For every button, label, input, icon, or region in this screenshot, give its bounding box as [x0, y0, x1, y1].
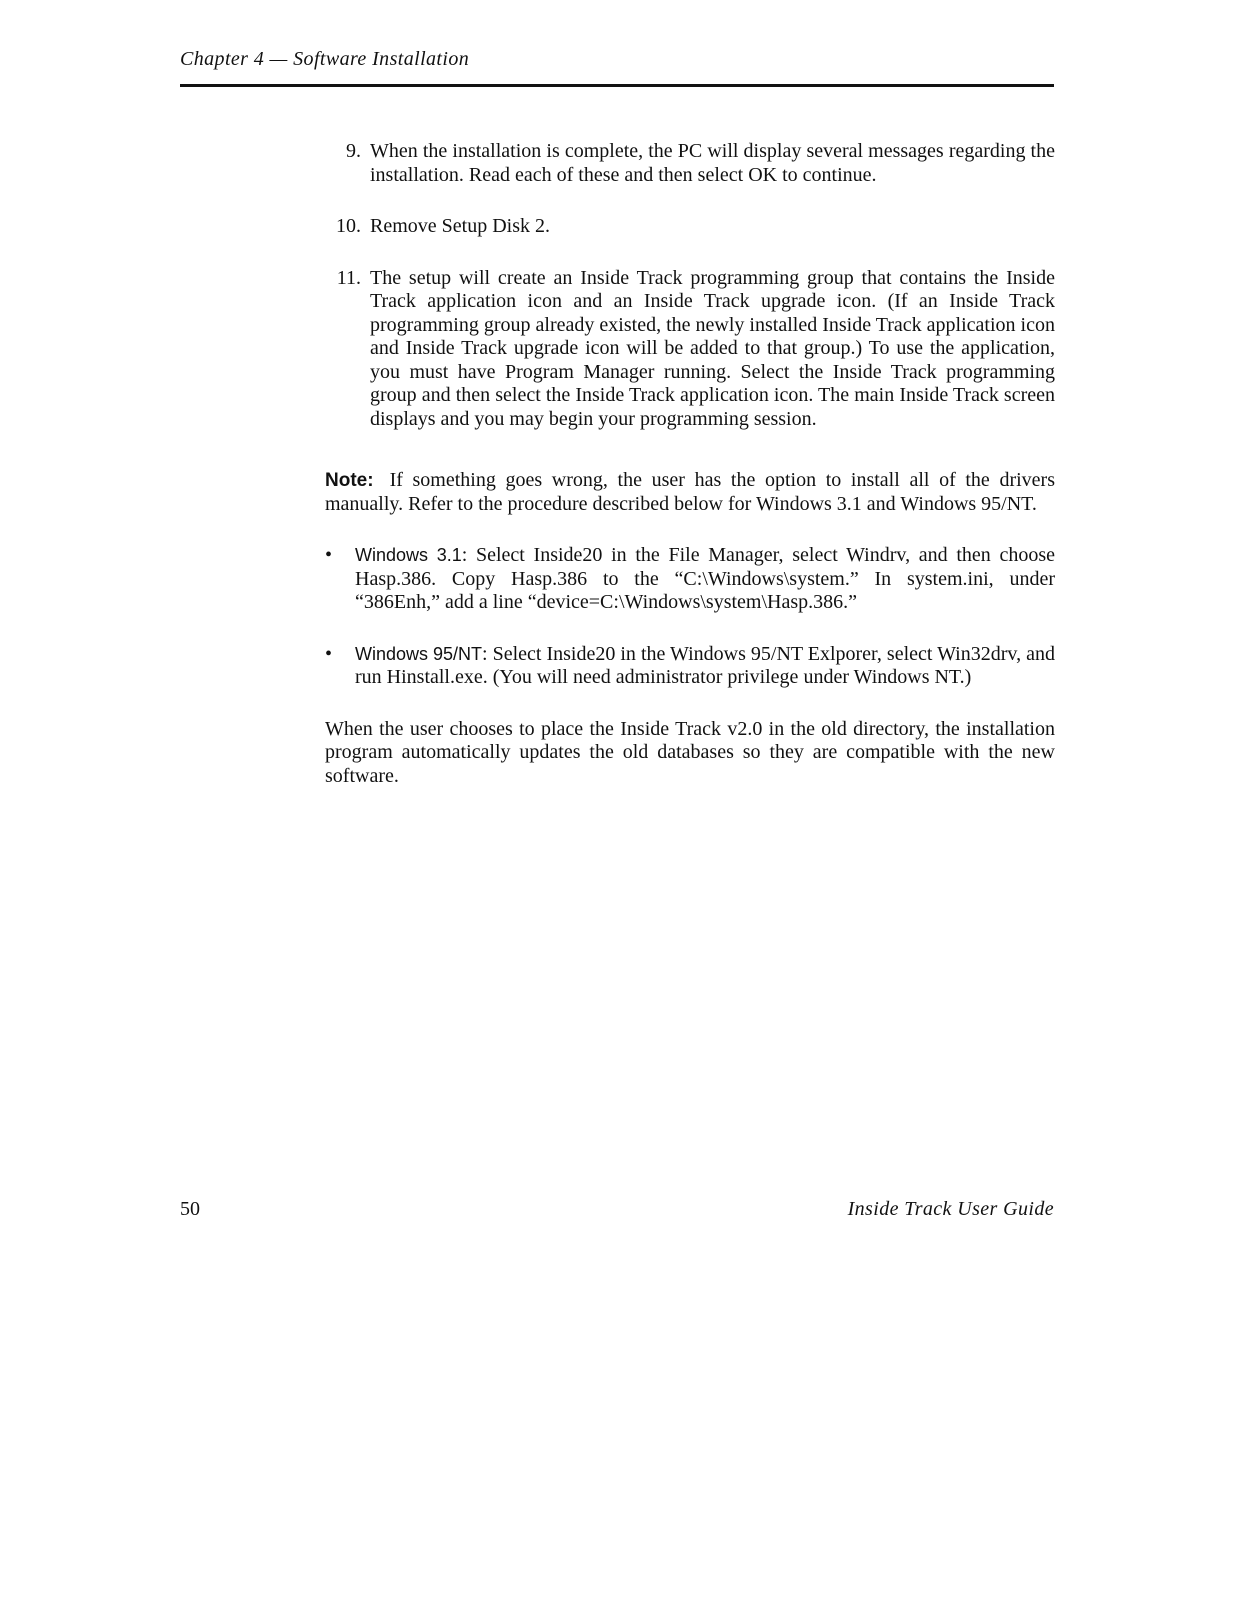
step-number: 11.: [336, 266, 361, 289]
step-text: The setup will create an Inside Track programming group that contains the Inside Track application icon and an Inside Track upgrade icon. (If an Inside Track programming group already existed, the newly installed Inside Track application icon and Inside Track upgrade icon will be added to that group.) To use the application, you must have Program Manager running. Select the Inside Track programming group and then select the Inside Track application icon. The main Inside Track screen displays and you may begin your programming session.: [370, 266, 1055, 430]
step-item: [325, 140, 1055, 187]
closing-paragraph: When the user chooses to place the Inside Track v2.0 in the old directory, the installation program automatically updates the old databases so they are compatible with the new software.: [325, 717, 1055, 787]
step-text: When the installation is complete, the PC will display several messages regarding the installation. Read each of these and then select OK to continue.: [370, 140, 1055, 186]
bullet-label: Windows 95/NT: [355, 643, 483, 664]
step-text: Remove Setup Disk 2.: [370, 215, 550, 237]
bullet-text: : Select Inside20 in the File Manager, select Windrv, and then choose Hasp.386. Copy Hasp.386 to the “C:\Windows\system.” In system.ini, under “386Enh,” add a line “device=C:\Windows\system\Hasp.386.”: [355, 544, 1055, 613]
step-item: [325, 267, 1055, 432]
running-header: Chapter 4 — Software Installation: [180, 48, 470, 70]
step-item: [325, 215, 1055, 239]
bullet-item: [325, 544, 1055, 615]
step-number: 9.: [346, 140, 361, 162]
step-number: 10.: [336, 215, 361, 237]
note-paragraph: [325, 469, 1055, 516]
book-title: Inside Track User Guide: [847, 1198, 1054, 1220]
page-number: 50: [180, 1198, 200, 1220]
bullet-text: : Select Inside20 in the Windows 95/NT Exlporer, select Win32drv, and run Hinstall.exe. (You will need administrator privilege under Windows NT.): [355, 642, 1055, 688]
bullet-label: Windows 3.1: [355, 545, 462, 565]
note-label: Note:: [325, 470, 374, 491]
bullet-symbol: •: [325, 544, 333, 566]
bullet-symbol: •: [325, 642, 333, 665]
bullet-item: [325, 643, 1055, 690]
page-body: [325, 140, 1055, 788]
note-text: If something goes wrong, the user has the option to install all of the drivers manually. Refer to the procedure described below for Windows 3.1 and Windows 95/NT.: [325, 469, 1055, 515]
header-rule: [180, 84, 1054, 87]
